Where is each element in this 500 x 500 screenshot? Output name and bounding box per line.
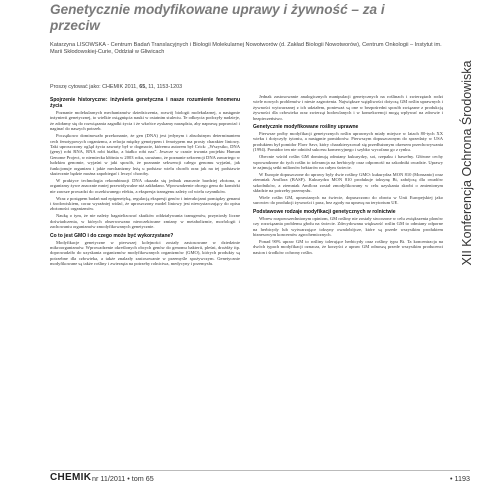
author-affiliation: Katarzyna LISOWSKA - Centrum Badań Translacyjnych i Biologii Molekularnej Nowotworów (d. Zakład Biologii Nowotworów), Centrum Onkologii – Instytut im. Marii Skłodowskiej-Curie, Oddział w Gliwicach: [50, 42, 442, 56]
citation-prefix: Proszę cytować jako:: [50, 84, 101, 90]
body-paragraph: Wraz z postępem badań nad epigenetyką, regulacją ekspresji genów i interakcjami pomiędzy genami i środowiskiem, coraz wyraźniej widać, że uproszczony model liniowy jest niewystarczający do opisu złożoności organizmów.: [50, 195, 240, 212]
body-paragraph: W Europie dopuszczone do uprawy były dwie rośliny GMO: kukurydza MON 810 (Monsanto) oraz ziemniak Amflora (BASF). Kukurydza MON 810 produkuje toksynę Bt, zabójczą dla owadów szkodników, a ziemniak Amflora został zmodyfikowany w celu uzyskania skrobi o zmienionym składzie na potrzeby przemysłu.: [253, 171, 443, 194]
article-title: Genetycznie modyfikowane uprawy i żywność – za i przeciw: [50, 2, 385, 33]
body-paragraph: Obecnie wśród roślin GM dominują odmiany kukurydzy, soi, rzepaku i bawełny. Główne cechy wprowadzone do tych roślin to tolerancja na herbicydy oraz odporność na szkodniki owadzie. Uprawy te zajmują setki milionów hektarów na całym świecie.: [253, 154, 443, 170]
side-conference-label: [456, 18, 478, 308]
citation-journal: CHEMIK 2011,: [102, 84, 138, 90]
section-heading: Genetycznie modyfikowane rośliny uprawne: [253, 124, 359, 131]
footer-divider: [50, 470, 470, 471]
footer-journal: CHEMIK: [50, 472, 92, 483]
body-paragraph: Modyfikacje genetyczne w pierwszej kolejności zostały zastosowane w dziedzinie mikroorganizmów. Wprowadzenie określonych obcych genów do genomu bakterii, pleśni, drożdży itp. doprowadziło do uzyskania organizmów modyfikowanych organizmów (GMO), których produkty są potrzebne dla człowieka, a także znalazły zastosowanie w przemyśle spożywczym. Genetycznie modyfikowane są także rośliny i zwierzęta na potrzeby rolnictwa, medycyny i przemysłu.: [50, 239, 240, 267]
section-heading: Podstawowe rodzaje modyfikacji genetycznych w rolnictwie: [253, 208, 396, 215]
section-heading: Spojrzenie historyczne: inżynieria genetyczna i nasze rozumienie fenomenu życia: [50, 97, 240, 109]
body-paragraph: Jednak zastosowanie analogicznych manipulacji genetycznych na roślinach i zwierzętach rodzi wiele nowych problemów i niesie zagrożenia. Największe wątpliwości dotyczą GM roślin uprawnych i żywności wytwarzanej z ich udziałem, ponieważ są one w bezpośredni sposób związane z produkcją żywności dla człowieka oraz zwierząt hodowlanych i w konsekwencji mogą wpływać na zdrowie i bezpieczeństwo.: [253, 94, 443, 121]
page-footer: [50, 472, 470, 484]
right-column: [253, 94, 443, 257]
citation-rest: 11, 1153-1203: [148, 84, 183, 90]
body-paragraph: Początkowo dominowało przekonanie, że gen (DNA) jest jedynym i absolutnym determinantem cech fenotypowych organizmu, a relacja między genotypem i fenotypem ma prosty charakter liniowy. Taki uproszczony ogląd życia zawarty był w dogmacie, któremu autorem był Crick: „Wszystko, DNA (geny) robi RNA, RNA robi białko, a białko robi nas”. Jeszcze w czasie trwania projektu Human Genome Project, w niemiecka kłótnia w 2003 roku, uważano, że poznanie sekwencji DNA zawartego w ludzkim genomie, wyjaśni w jaki sposób, że poznanie sekwencji całego genomu wyjaśni, jak funkcjonuje organizm i jakie mechanizmy leżą u podstaw wielu chorób oraz jak na tej podstawie skutecznie będzie można zapobiegać i leczyć choroby.: [50, 133, 240, 176]
section-heading: Co to jest GMO i do czego może być wykorzystane?: [50, 232, 174, 239]
body-paragraph: Wiele roślin GM, uprawianych na świecie, dopuszczono do obrotu w Unii Europejskiej jako surowiec do produkcji żywności i pasz, bez zgody na uprawę na terytorium UE.: [253, 195, 443, 206]
body-paragraph: Poznanie molekularnych mechanizmów dziedziczenia, rozwój biologii molekularnej, a następnie inżynierii genetycznej, to wielkie osiągnięcia nauki w ostatnim stuleciu. Te odkrycia podczyły nadzieje, że zdołamy się do rozwiązania zagadki życia i że wkrótce zyskamy narzędzia, aby naprawę poprawiać i naginać do naszych potrzeb.: [50, 110, 240, 132]
footer-page-number: • 1193: [450, 473, 470, 483]
left-column: [50, 94, 240, 268]
citation-volume: 65,: [139, 84, 147, 90]
body-paragraph: Pierwsze próby modyfikacji genetycznych roślin uprawnych miały miejsce w latach 80-tych XX wieku i dotyczyły tytoniu, a następnie pomidorów. Pierwszym dopuszczonym do sprzedaży w USA produktem był pomidor Flavr Savr, który charakteryzował się przedłużonym okresem przechowywania (1994). Pomidor ten nie odniósł sukcesu komercyjnego i szybko wycofano go z rynku.: [253, 131, 443, 153]
citation-line: [50, 84, 430, 90]
body-paragraph: Naukę o tym, że nie należy bagatelizować skutków oddziaływania transgenów, przyniosły liczne doświadczenia, w których obserwowano nieoczekiwane zmiany w metabolizmie, morfologii i zachowaniu organizmów zmodyfikowanych genetycznie.: [50, 213, 240, 230]
conference-name: XII Konferencja Ochrona Środowiska: [460, 60, 474, 266]
body-paragraph: W praktyce technologia rekombinacji DNA okazała się jednak znacznie bardziej złożona, a organizmy żywe znacznie mniej przewidywalne niż zakładano. Wprowadzenie obcego genu do komórki nie zawsze prowadzi do oczekiwanego efektu, a ekspresja transgenu zależy od wielu czynników.: [50, 177, 240, 194]
body-paragraph: Wbrew rozpowszechnionym opiniom, GM rośliny nie zostały stworzone w celu zwiększenia plonów czy rozwiązania problemu głodu na świecie. Zdecydowana większość roślin GM to odmiany odporne na herbicydy lub wytwarzające toksyny owadobójcze, które są przede wszystkim produktem biznesowym koncernów agrochemicznych.: [253, 215, 443, 238]
body-paragraph: Ponad 90% upraw GM to rośliny tolerujące herbicydy oraz rośliny typu Bt. Ta koncentracja na dwóch typach modyfikacji oznacza, że korzyści z upraw GM odnoszą przede wszystkim producenci nasion i środków ochrony roślin.: [253, 238, 443, 255]
footer-issue: nr 11/2011 • tom 65: [92, 473, 154, 483]
